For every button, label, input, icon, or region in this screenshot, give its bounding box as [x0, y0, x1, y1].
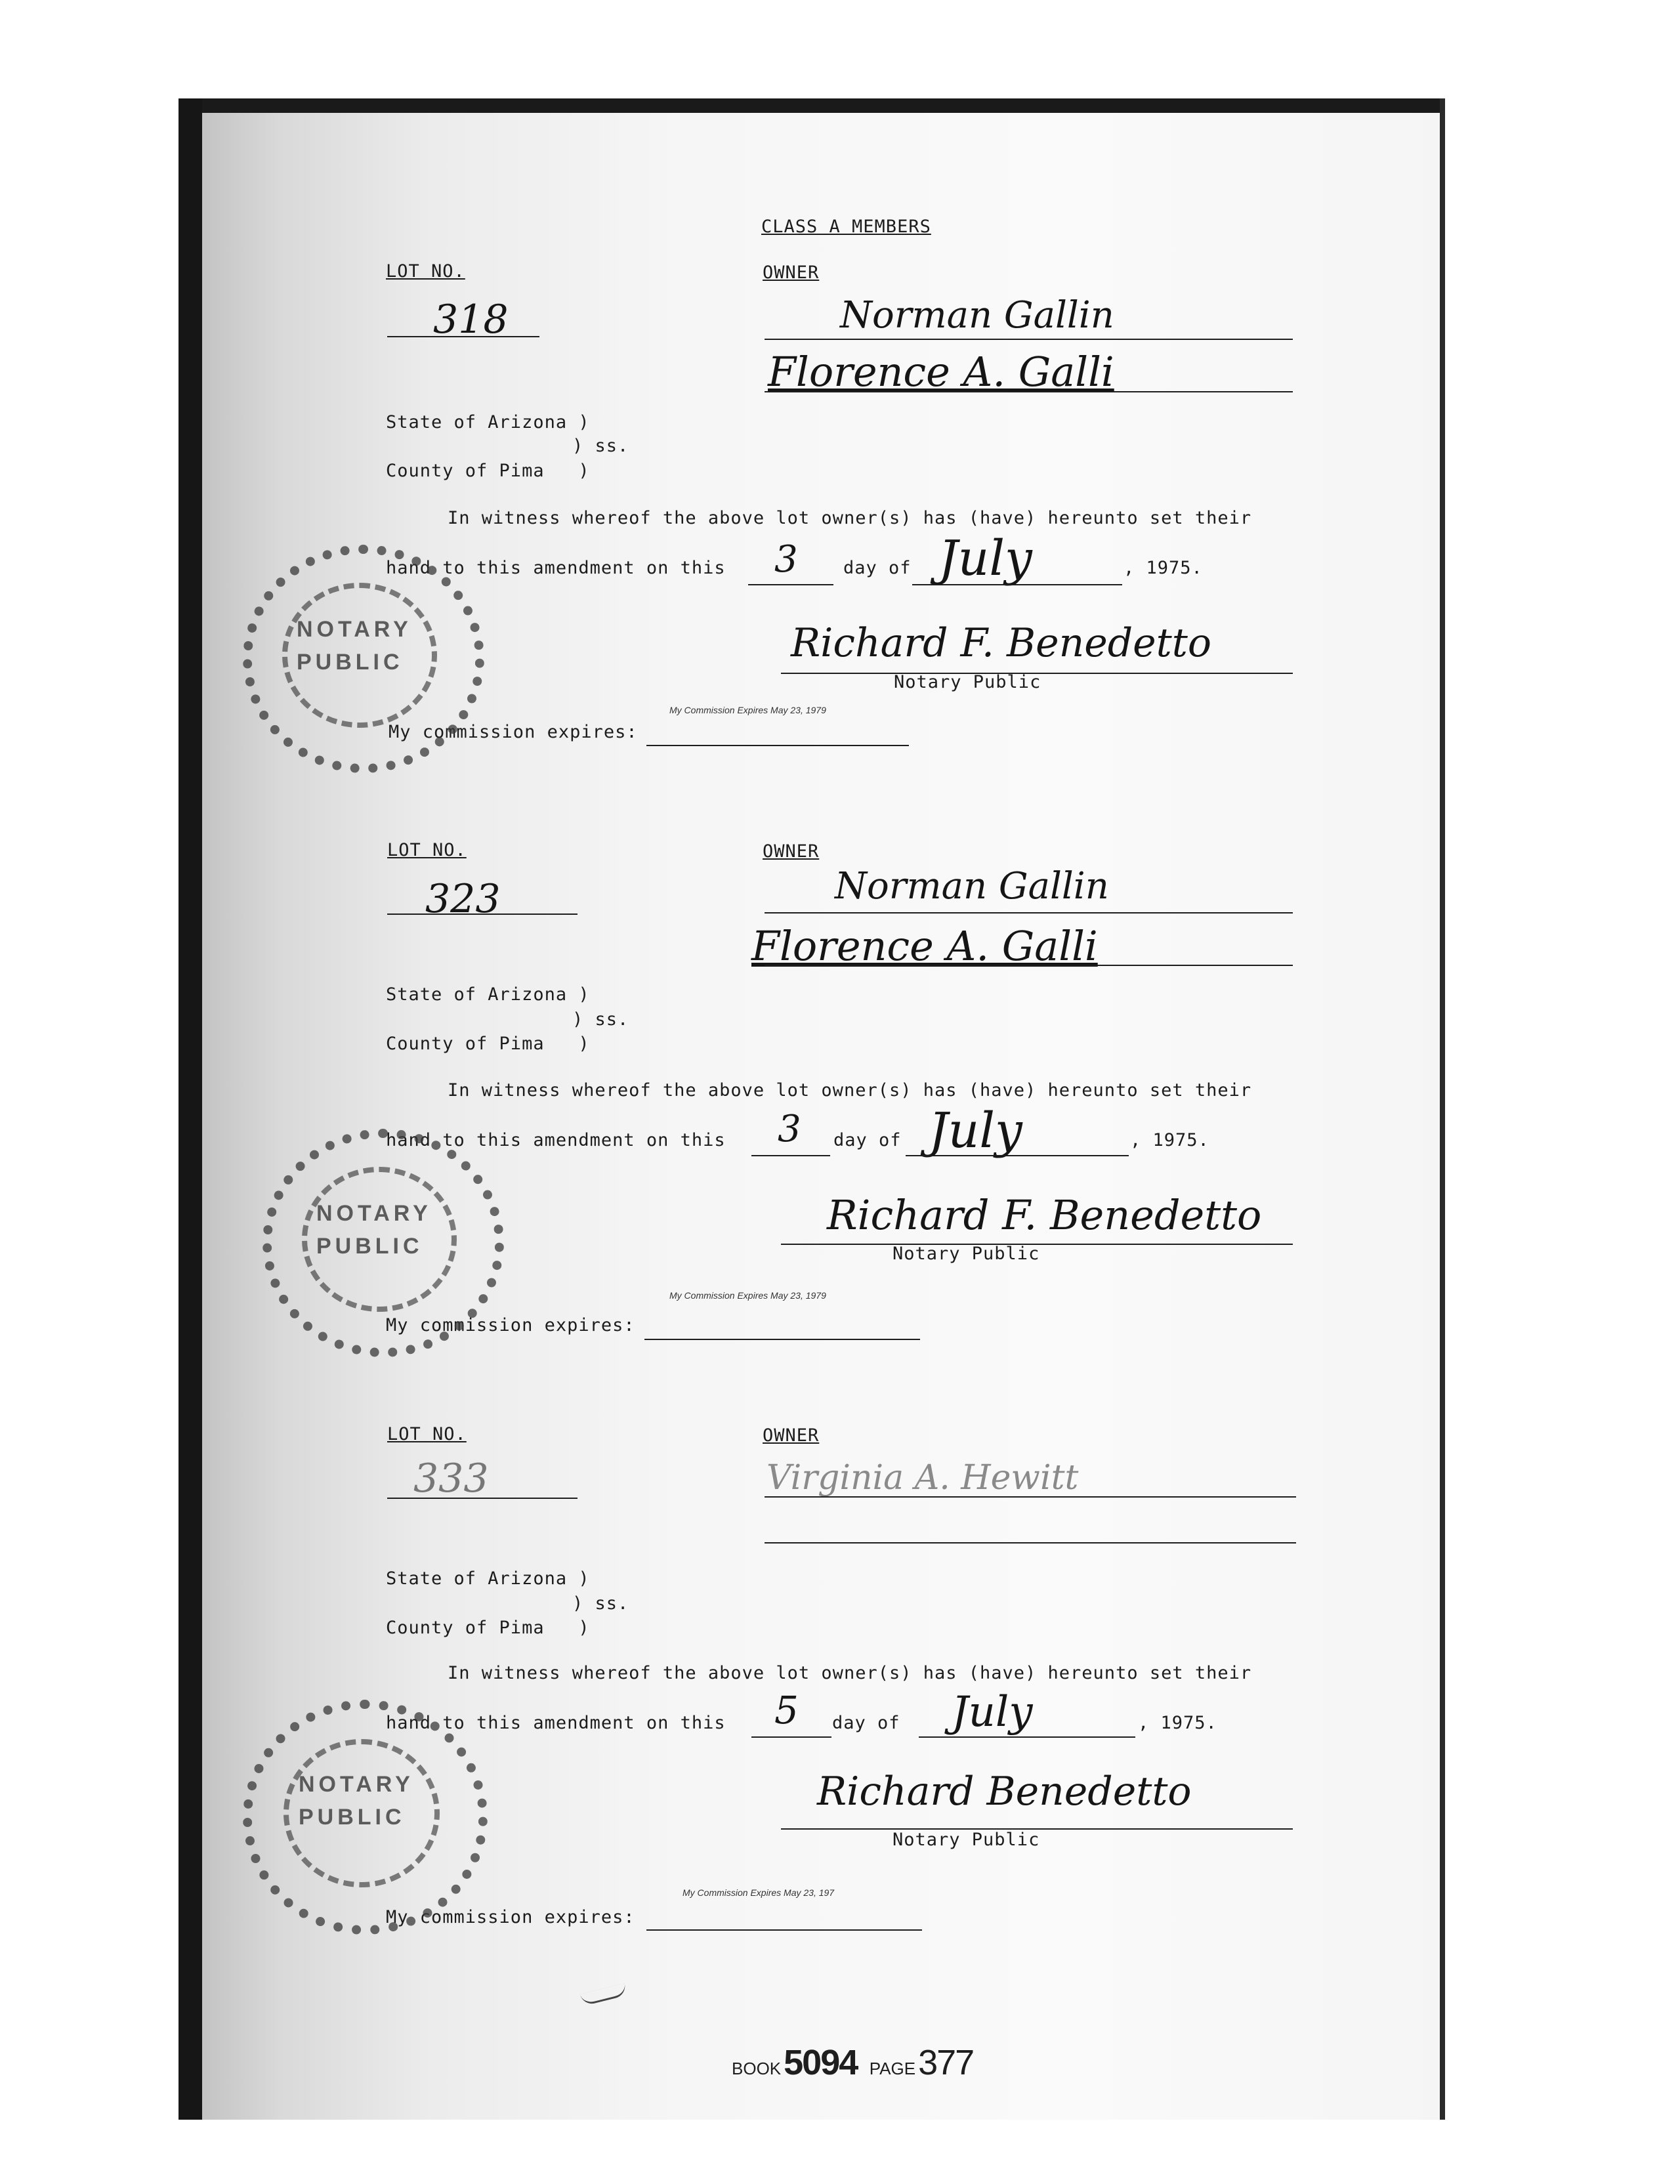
county-label: County of Pima )	[386, 461, 590, 481]
commission-label: My commission expires:	[386, 1907, 635, 1927]
book-page-stamp	[732, 2042, 973, 2083]
county-label: County of Pima )	[386, 1618, 590, 1638]
scan-edge-left	[178, 98, 202, 2120]
month-value: July	[952, 1688, 1033, 1736]
witness-text: In witness whereof the above lot owner(s) has (have) hereunto set their	[448, 1080, 1252, 1101]
owner-line-2	[765, 965, 1293, 966]
commission-stamp: My Commission Expires May 23, 1979	[669, 705, 826, 715]
ss-label: ) ss.	[572, 1009, 629, 1030]
lot-no-line	[387, 336, 539, 337]
year-text: , 1975.	[1124, 558, 1203, 578]
day-line	[751, 1736, 831, 1738]
commission-label: My commission expires:	[388, 722, 638, 742]
lot-no-line	[387, 914, 578, 915]
book-number: 5094	[784, 2043, 858, 2082]
lot-no-value: 333	[413, 1456, 489, 1502]
month-line	[912, 584, 1122, 585]
notary-signature: Richard F. Benedetto	[827, 1191, 1262, 1239]
owner-signature-1: Norman Gallin	[835, 865, 1109, 908]
hand-text: hand to this amendment on this	[386, 558, 726, 578]
day-value: 5	[774, 1688, 799, 1732]
ss-label: ) ss.	[572, 436, 629, 456]
lot-no-label: LOT NO.	[387, 840, 467, 860]
owner-label: OWNER	[763, 841, 820, 862]
owner-signature-1: Norman Gallin	[840, 294, 1114, 337]
year-text: , 1975.	[1130, 1130, 1209, 1150]
notary-public-label: Notary Public	[892, 1830, 1040, 1850]
state-label: State of Arizona )	[386, 984, 590, 1005]
commission-line	[646, 1929, 922, 1931]
notary-seal-text: NOTARY	[316, 1201, 432, 1226]
commission-line	[644, 1339, 920, 1340]
day-of-text: day of	[843, 558, 912, 578]
day-line	[751, 1155, 830, 1156]
month-value: July	[929, 1102, 1022, 1159]
owner-signature-2: Florence A. Galli	[768, 348, 1114, 396]
scan-edge-top	[178, 98, 1445, 113]
state-label: State of Arizona )	[386, 1568, 590, 1589]
month-value: July	[938, 530, 1032, 587]
lot-no-label: LOT NO.	[387, 1424, 467, 1444]
page-title: CLASS A MEMBERS	[761, 217, 931, 237]
witness-text: In witness whereof the above lot owner(s) has (have) hereunto set their	[448, 508, 1252, 528]
notary-seal-text: NOTARY	[299, 1772, 414, 1797]
owner-label: OWNER	[763, 262, 820, 283]
day-value: 3	[774, 538, 798, 581]
notary-public-label: Notary Public	[894, 672, 1041, 692]
commission-label: My commission expires:	[386, 1315, 635, 1335]
owner-label: OWNER	[763, 1425, 820, 1446]
commission-line	[646, 745, 909, 746]
notary-signature: Richard F. Benedetto	[791, 620, 1211, 666]
lot-no-line	[387, 1498, 578, 1499]
witness-text: In witness whereof the above lot owner(s) has (have) hereunto set their	[448, 1663, 1252, 1683]
notary-seal-text: PUBLIC	[299, 1805, 406, 1830]
notary-seal-text: PUBLIC	[316, 1234, 423, 1259]
page-number: 377	[918, 2043, 974, 2082]
county-label: County of Pima )	[386, 1034, 590, 1054]
day-line	[748, 584, 833, 585]
day-of-text: day of	[833, 1130, 902, 1150]
notary-public-label: Notary Public	[892, 1244, 1040, 1264]
lot-no-label: LOT NO.	[386, 261, 465, 282]
owner-line-1	[765, 339, 1293, 340]
day-of-text: day of	[832, 1713, 900, 1733]
commission-stamp: My Commission Expires May 23, 197	[682, 1887, 835, 1898]
notary-seal-text: PUBLIC	[297, 650, 404, 675]
hand-text: hand to this amendment on this	[386, 1130, 726, 1150]
hand-text: hand to this amendment on this	[386, 1713, 726, 1733]
owner-signature-1: Virginia A. Hewitt	[766, 1458, 1079, 1498]
ss-label: ) ss.	[572, 1593, 629, 1614]
book-label: BOOK	[732, 2059, 782, 2078]
lot-no-value: 318	[433, 297, 509, 343]
day-value: 3	[778, 1108, 801, 1150]
owner-line-2	[765, 391, 1293, 392]
lot-no-value: 323	[425, 876, 501, 922]
month-line	[919, 1736, 1135, 1738]
commission-stamp: My Commission Expires May 23, 1979	[669, 1290, 826, 1301]
owner-line-1	[765, 1496, 1296, 1498]
state-label: State of Arizona )	[386, 412, 590, 432]
owner-line-1	[765, 912, 1293, 914]
year-text: , 1975.	[1138, 1713, 1217, 1733]
owner-line-2	[765, 1542, 1296, 1544]
month-line	[906, 1155, 1129, 1156]
scan-edge-right	[1440, 98, 1445, 2120]
notary-seal-text: NOTARY	[297, 617, 412, 642]
owner-signature-2: Florence A. Galli	[751, 922, 1098, 970]
notary-signature: Richard Benedetto	[817, 1769, 1192, 1815]
page-label: PAGE	[869, 2059, 916, 2078]
